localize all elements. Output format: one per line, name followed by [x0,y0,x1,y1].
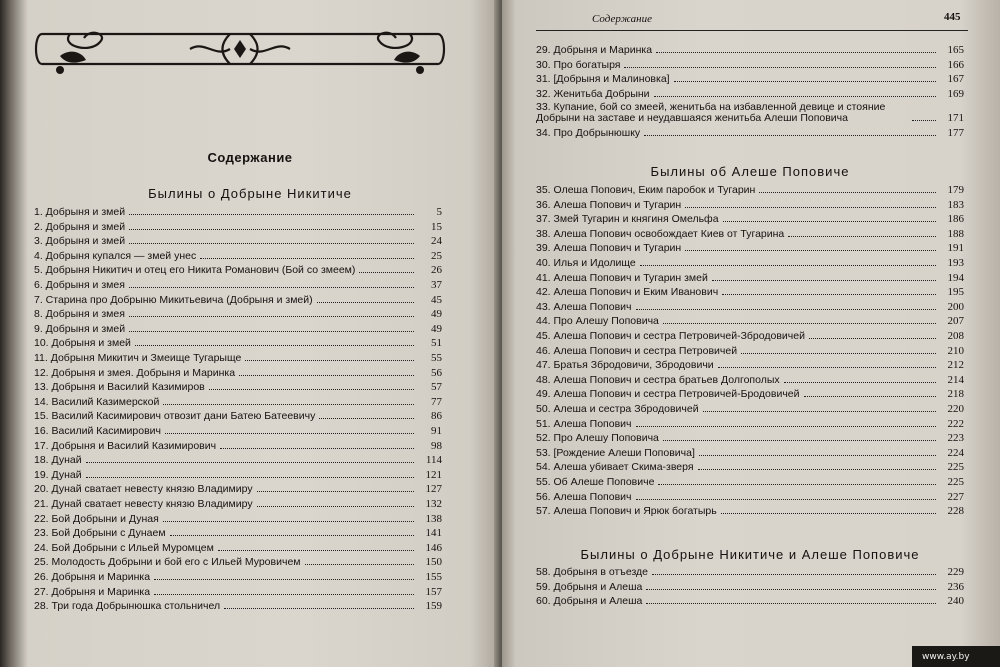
toc-entry-page: 57 [431,381,442,394]
toc-entry-title: 23. Бой Добрыни с Дунаем [34,527,166,540]
toc-entry-page: 165 [947,44,964,56]
toc-leader-dots [220,448,414,449]
toc-entry [34,540,442,554]
toc-leader-dots [784,382,936,383]
toc-entry-page: 146 [425,541,442,554]
toc-entry [536,343,964,357]
toc-entry-title: 20. Дунай сватает невесту князю Владимиру [34,483,253,496]
toc-entry [536,401,964,415]
toc-leader-dots [646,589,936,590]
toc-entry-page: 86 [431,410,442,423]
contents-title: Содержание [207,150,293,165]
toc-entry [536,503,964,517]
toc-entry-page: 212 [947,359,964,372]
toc-entry-title: 36. Алеша Попович и Тугарин [536,198,682,211]
toc-leader-dots [658,484,936,485]
toc-entry-page: 222 [947,417,964,430]
toc-leader-dots [654,96,936,97]
toc-entry-page: 236 [947,580,964,593]
toc-entry [34,262,442,276]
toc-leader-dots [644,135,936,136]
toc-entry-title: 21. Дунай сватает невесту князю Владимиру [34,498,253,510]
watermark: www.ay.by [922,652,970,662]
toc-entry [536,328,964,342]
toc-entry [536,474,964,488]
toc-leader-dots [703,411,936,412]
toc-leader-dots [209,389,414,390]
toc-entry [34,204,442,218]
toc-entry-title: 30. Про богатыря [536,58,621,71]
toc-entry [34,496,442,510]
toc-entry-title: 47. Братья Збродовичи, Збродовичи [536,359,714,372]
toc-entry [34,365,442,379]
toc-entry-page: 208 [947,330,964,342]
toc-entry-page: 49 [431,308,442,321]
toc-entry-page: 77 [431,395,442,408]
toc-entry [536,71,964,85]
toc-entry-title: 3. Добрыня и змей [34,235,126,248]
toc-entry [34,306,442,320]
toc-entry [536,182,964,196]
toc-entry-page: 166 [947,58,964,71]
toc-leader-dots [257,506,414,507]
toc-entry [536,299,964,313]
toc-entry-title: 29. Добрыня и Маринка [536,44,653,56]
toc-leader-dots [656,52,936,53]
toc-entry-page: 171 [947,112,964,124]
toc-entry-page: 127 [425,483,442,496]
toc-entry [34,569,442,583]
toc-leader-dots [646,603,936,604]
toc-entry [34,233,442,247]
toc-entry-page: 218 [947,388,964,401]
toc-entry-title: 8. Добрыня и змея [34,308,125,321]
toc-entry-title: 37. Змей Тугарин и княгиня Омельфа [536,213,719,226]
toc-leader-dots [154,579,414,580]
toc-entry-page: 227 [947,490,964,503]
toc-entry [34,467,442,481]
toc-entry-title: 59. Добрыня и Алеша [536,580,643,593]
toc-entry-page: 191 [947,242,964,255]
toc-entry-title: 32. Женитьба Добрыни [536,87,650,100]
toc-entry [34,423,442,437]
toc-entry-page: 223 [947,432,964,445]
toc-entry [536,386,964,400]
toc-entry-title: 5. Добрыня Никитич и отец его Никита Романович (Бой со змеем) [34,264,356,277]
toc-entry [536,255,964,269]
toc-entry [34,321,442,335]
toc-entry [34,525,442,539]
toc-leader-dots [86,462,414,463]
running-head: Содержание [592,13,653,25]
toc-entry-title: 60. Добрыня и Алеша [536,595,643,607]
toc-entry-title: 4. Добрыня купался — змей унес [34,249,197,262]
toc-entry-title: 17. Добрыня и Василий Казимирович [34,439,217,452]
toc-entry [536,125,964,139]
toc-leader-dots [788,236,936,237]
toc-entry-page: 157 [425,585,442,598]
toc-entry-title: 43. Алеша Попович [536,300,632,313]
toc-entry [34,408,442,422]
toc-entry-title: 53. [Рождение Алеши Поповича] [536,446,695,459]
toc-entry [536,313,964,327]
toc-leader-dots [712,280,936,281]
toc-entry-title: 58. Добрыня в отъезде [536,566,649,578]
toc-entry-page: 91 [431,425,442,437]
toc-entry-title: 18. Дунай [34,454,82,467]
toc-entry-title: 56. Алеша Попович [536,490,632,503]
toc-entry-title: 55. Об Алеше Поповиче [536,476,655,488]
toc-entry-page: 186 [947,213,964,226]
toc-leader-dots [640,265,936,266]
toc-entry-title: 6. Добрыня и змея [34,279,125,291]
toc-entry-title: 28. Три года Добрынюшка стольничел [34,600,221,613]
toc-entry [34,219,442,233]
toc-entry-page: 150 [425,556,442,569]
toc-leader-dots [674,81,936,82]
toc-entry [34,379,442,393]
toc-leader-dots [239,375,414,376]
toc-entry [34,350,442,364]
toc-leader-dots [317,302,414,303]
toc-entry [34,394,442,408]
toc-entry-page: 177 [947,126,964,139]
toc-leader-dots [722,294,936,295]
toc-entry-page: 220 [947,403,964,415]
toc-entry-page: 207 [947,315,964,328]
toc-entry-page: 49 [431,322,442,335]
toc-leader-dots [218,550,414,551]
toc-leader-dots [86,477,414,478]
toc-entry-title: 41. Алеша Попович и Тугарин змей [536,271,708,284]
toc-entry-title: 14. Василий Казимерской [34,395,160,408]
section-title-dobrynya: Былины о Добрыне Никитиче [148,186,352,201]
toc-entry-page: 183 [947,198,964,211]
toc-leader-dots [636,426,937,427]
toc-leader-dots [154,594,414,595]
toc-leader-dots [163,521,414,522]
toc-entry [34,481,442,495]
toc-entry-title: 48. Алеша Попович и сестра братьев Долгополых [536,373,780,386]
toc-entry-page: 24 [431,235,442,248]
toc-leader-dots [245,360,414,361]
toc-leader-dots [636,309,937,310]
toc-entry-page: 56 [431,366,442,379]
toc-entry-page: 193 [947,257,964,269]
toc-leader-dots [319,418,414,419]
toc-entry-page: 194 [947,271,964,284]
toc-entry [536,416,964,430]
toc-entry [536,564,964,578]
toc-entry [536,197,964,211]
toc-leader-dots [359,272,414,273]
toc-entry-page: 225 [947,461,964,474]
toc-entry-page: 214 [947,373,964,386]
toc-entry-title: 25. Молодость Добрыни и бой его с Ильей Муровичем [34,556,301,569]
toc-entry-title: 9. Добрыня и змей [34,322,126,335]
toc-entry-title: 26. Добрыня и Маринка [34,571,151,583]
toc-leader-dots [698,469,936,470]
toc-entry-page: 179 [947,184,964,196]
toc-entry [34,554,442,568]
toc-entry-title: 42. Алеша Попович и Еким Иванович [536,286,719,299]
toc-leader-dots [129,316,414,317]
toc-leader-dots [224,608,414,609]
toc-leader-dots [165,433,414,434]
toc-entry [536,86,964,100]
toc-entry [536,445,964,459]
toc-entry-title: 40. Илья и Идолище [536,257,636,269]
toc-entry-page: 155 [425,571,442,583]
toc-entry-title: 15. Василий Касимирович отвозит дани Батею Батеевичу [34,410,316,423]
toc-entry-title: 13. Добрыня и Василий Казимиров [34,381,205,394]
toc-entry-page: 210 [947,344,964,357]
toc-entry-page: 51 [431,337,442,350]
toc-entry [34,511,442,525]
toc-entry-title: 54. Алеша убивает Скима-зверя [536,461,694,474]
toc-entry [536,100,964,124]
toc-leader-dots [699,455,936,456]
toc-leader-dots [200,258,414,259]
toc-leader-dots [663,440,936,441]
toc-entry-page: 159 [425,600,442,613]
section-title-alesha: Былины об Алеше Поповиче [650,164,850,179]
toc-entry-title: 34. Про Добрынюшку [536,126,641,139]
toc-entry [34,584,442,598]
toc-entry [536,372,964,386]
toc-leader-dots [129,243,414,244]
toc-entry [34,277,442,291]
toc-leader-dots [685,207,936,208]
toc-entry-page: 45 [431,293,442,306]
toc-entry-title: 10. Добрыня и змей [34,337,131,350]
toc-leader-dots [804,396,937,397]
toc-entry-page: 121 [425,468,442,481]
toc-entry-page: 200 [947,300,964,313]
toc-leader-dots [718,367,936,368]
toc-entry-page: 37 [431,279,442,291]
toc-entry-title: 45. Алеша Попович и сестра Петровичей-Збродовичей [536,330,805,342]
toc-entry-title: 16. Василий Касимирович [34,425,161,437]
toc-entry [536,284,964,298]
toc-entry-page: 55 [431,352,442,364]
toc-entry [536,357,964,371]
toc-entry-page: 195 [947,286,964,299]
toc-leader-dots [652,574,936,575]
toc-leader-dots [721,513,936,514]
toc-entry-title: 50. Алеша и сестра Збродовичей [536,403,699,415]
toc-entry-page: 229 [947,566,964,578]
ornamental-header-border-icon [30,20,450,82]
toc-entry-title: 35. Олеша Попович, Еким паробок и Тугарин [536,184,756,196]
toc-leader-dots [741,353,936,354]
toc-entry-title: 33. Купание, бой со змеей, женитьба на избавленной девице и стояние Добрыни на заставе и неудавшаяся женитьба Алеши Поповича [536,101,886,124]
toc-leader-dots [624,67,936,68]
toc-entry-title: 7. Старина про Добрыню Микитьевича (Добрыня и змей) [34,293,313,306]
toc-entry-title: 19. Дунай [34,468,82,481]
toc-entry-page: 169 [947,87,964,100]
toc-entry-title: 24. Бой Добрыни с Ильей Муромцем [34,541,214,554]
toc-entry [34,248,442,262]
toc-entry-title: 11. Добрыня Микитич и Змеище Тугарыще [34,352,242,364]
toc-entry [536,57,964,71]
toc-entry-title: 39. Алеша Попович и Тугарин [536,242,682,255]
toc-entry-title: 44. Про Алешу Поповича [536,315,659,328]
toc-leader-dots [129,229,414,230]
toc-entry-title: 31. [Добрыня и Малиновка] [536,73,670,85]
toc-list-right-top [536,42,964,142]
toc-entry-title: 12. Добрыня и змея. Добрыня и Маринка [34,366,236,379]
toc-entry [34,598,442,612]
toc-leader-dots [129,331,414,332]
toc-leader-dots [135,345,414,346]
toc-list-left [34,204,442,624]
toc-leader-dots [170,535,414,536]
toc-entry-page: 167 [947,73,964,85]
toc-entry-page: 224 [947,446,964,459]
toc-entry-page: 141 [425,527,442,540]
toc-leader-dots [809,338,936,339]
toc-entry-title: 46. Алеша Попович и сестра Петровичей [536,344,738,357]
section-title-dobrynya-alesha: Былины о Добрыне Никитиче и Алеше Поповиче [580,547,920,562]
toc-entry-title: 2. Добрыня и змей [34,220,126,233]
toc-entry-title: 27. Добрыня и Маринка [34,585,151,598]
toc-entry [536,42,964,56]
toc-entry-page: 188 [947,227,964,240]
toc-leader-dots [163,404,414,405]
toc-entry [536,430,964,444]
toc-entry [536,240,964,254]
toc-entry-page: 228 [947,505,964,518]
toc-leader-dots [685,250,936,251]
toc-entry-page: 138 [425,512,442,525]
toc-entry [536,226,964,240]
toc-entry-page: 225 [947,476,964,488]
toc-leader-dots [912,120,936,121]
toc-entry [536,270,964,284]
toc-entry-title: 51. Алеша Попович [536,417,632,430]
toc-entry-page: 132 [425,498,442,510]
toc-entry-page: 26 [431,264,442,277]
toc-entry-page: 25 [431,249,442,262]
toc-leader-dots [636,499,937,500]
toc-entry [536,579,964,593]
toc-entry [34,438,442,452]
toc-entry-page: 15 [431,220,442,233]
toc-leader-dots [305,564,415,565]
header-rule [536,30,968,31]
page-number: 445 [944,11,961,23]
toc-entry-page: 98 [431,439,442,452]
toc-list-right-mid [536,182,964,522]
toc-entry [536,593,964,607]
toc-entry [536,489,964,503]
toc-entry [536,459,964,473]
toc-entry-title: 52. Про Алешу Поповича [536,432,659,445]
toc-leader-dots [129,287,414,288]
toc-entry [34,335,442,349]
toc-entry-page: 114 [425,454,442,467]
toc-leader-dots [129,214,414,215]
toc-entry-title: 57. Алеша Попович и Ярюк богатырь [536,505,717,518]
toc-entry-title: 1. Добрыня и змей [34,206,126,218]
toc-entry [34,452,442,466]
toc-leader-dots [723,221,936,222]
toc-leader-dots [663,323,936,324]
toc-entry-title: 38. Алеша Попович освобождает Киев от Тугарина [536,227,785,240]
toc-entry-title: 22. Бой Добрыни и Дуная [34,512,159,525]
toc-list-right-bottom [536,564,964,616]
toc-leader-dots [759,192,936,193]
toc-entry [34,292,442,306]
toc-entry-title: 49. Алеша Попович и сестра Петровичей-Бродовичей [536,388,800,401]
toc-entry [536,211,964,225]
toc-leader-dots [257,491,414,492]
toc-entry-page: 240 [947,595,964,607]
toc-entry-page: 5 [436,206,442,218]
